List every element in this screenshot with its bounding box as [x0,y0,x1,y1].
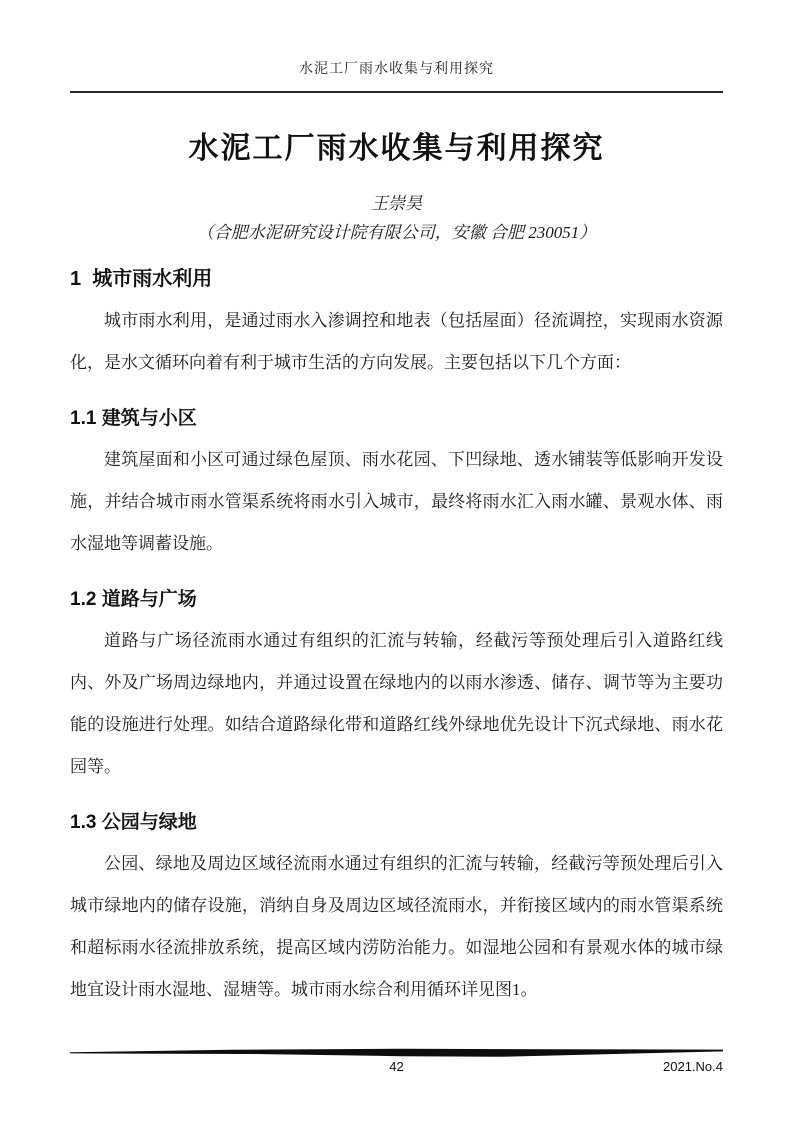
article-title: 水泥工厂雨水收集与利用探究 [188,132,605,165]
section-heading-1-1: 1.1 建筑与小区 [70,408,197,429]
section-heading-1: 1 城市雨水利用 [70,268,213,290]
issue-label: 2021.No.4 [663,1059,723,1074]
article-content [0,127,793,1011]
footer-decorative-bar [70,1048,723,1058]
page-number: 42 [389,1059,404,1074]
running-title: 水泥工厂雨水收集与利用探究 [299,62,494,77]
section-1-3-paragraph: 公园、绿地及周边区域径流雨水通过有组织的汇流与转输，经截污等预处理后引入城市绿地内的储存设施，消纳自身及周边区域径流雨水，并衔接区域内的雨水管渠系统和超标雨水径流排放系统，提高区域内涝防治能力。如湿地公园和有景观水体的城市绿地宜设计雨水湿地、湿塘等。城市雨水综合利用循环详见图1。 [70,854,723,999]
author-name: 王崇昊 [371,194,422,213]
page-footer [70,1048,723,1077]
section-1-1-paragraph: 建筑屋面和小区可通过绿色屋顶、雨水花园、下凹绿地、透水铺装等低影响开发设施，并结合城市雨水管渠系统将雨水引入城市，最终将雨水汇入雨水罐、景观水体、雨水湿地等调蓄设施。 [70,450,723,553]
section-heading-1-2: 1.2 道路与广场 [70,589,197,610]
footer-text-row [70,1059,723,1077]
section-1-2-paragraph: 道路与广场径流雨水通过有组织的汇流与转输，经截污等预处理后引入道路红线内、外及广场周边绿地内，并通过设置在绿地内的以雨水渗透、储存、调节等为主要功能的设施进行处理。如结合道路绿化带和道路红线外绿地优先设计下沉式绿地、雨水花园等。 [70,631,723,776]
author-affiliation: （合肥水泥研究设计院有限公司，安徽 合肥 230051） [196,223,597,242]
section-heading-1-3: 1.3 公园与绿地 [70,812,197,833]
page-header [70,0,723,93]
section-1-paragraph: 城市雨水利用，是通过雨水入渗调控和地表（包括屋面）径流调控，实现雨水资源化，是水文循环向着有利于城市生活的方向发展。主要包括以下几个方面： [70,311,723,372]
